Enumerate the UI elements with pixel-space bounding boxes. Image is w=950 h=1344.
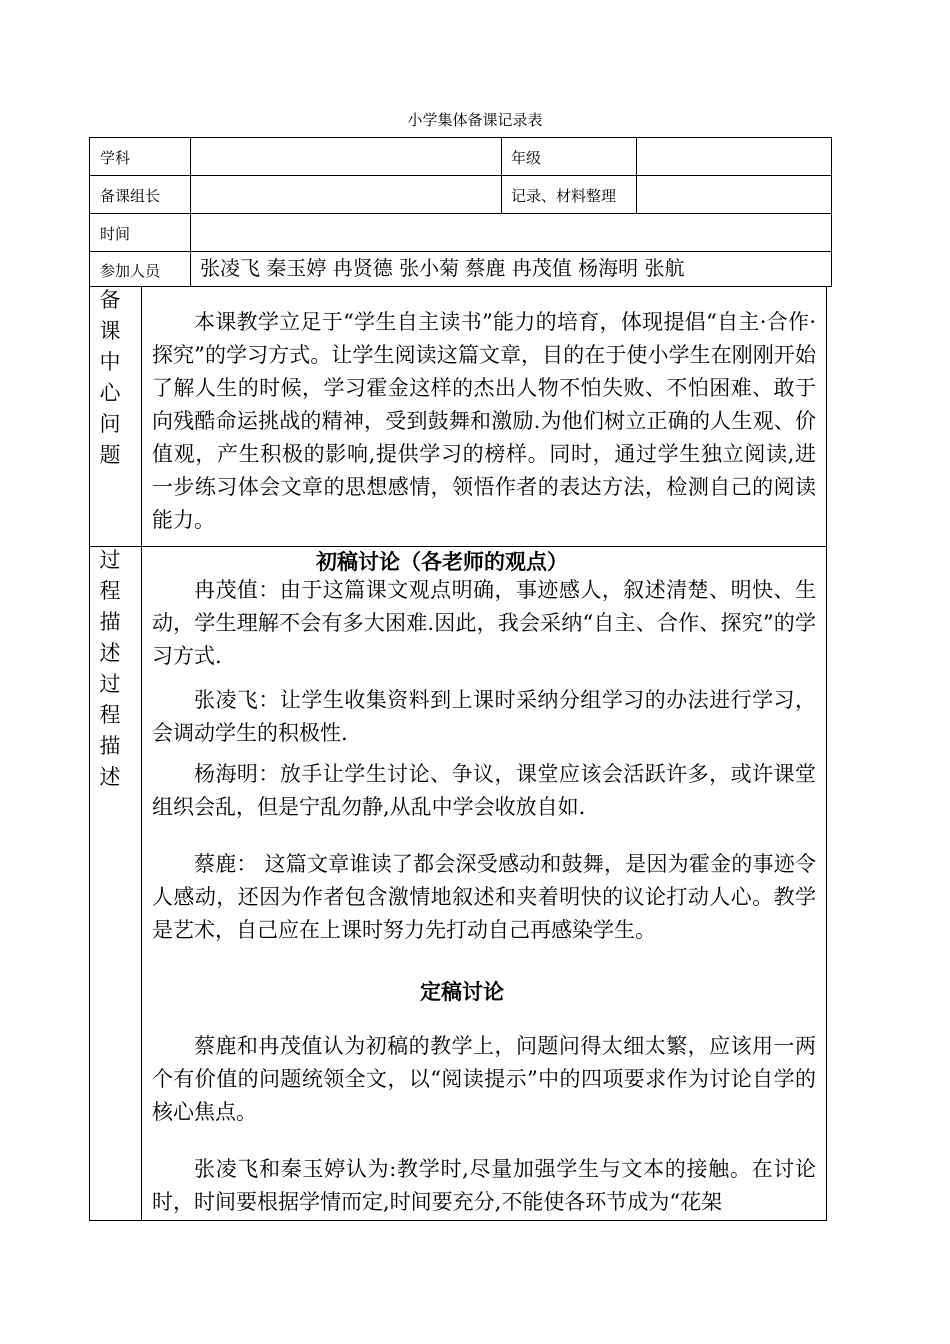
central-issue-text: 本课教学立足于“学生自主读书”能力的培育，体现提倡“自主·合作·探究”的学习方式。让学生阅读这篇文章，目的在于使小学生在刚刚开始了解人生的时候，学习霍金这样的杰出人物不怕失败、不怕困难、敢于向残酷命运挑战的精神，受到鼓舞和激励.为他们树立正确的人生观、价值观，产生积极的影响,提供学习的榜样。同时，通过学生独立阅读,进一步练习体会文章的思想感情，领悟作者的表达方法，检测自己的阅读能力。: [152, 310, 816, 532]
draft-paragraph: 张凌飞：让学生收集资料到上课时采纳分组学习的办法进行学习，会调动学生的积极性.: [152, 688, 816, 745]
central-issue-label: 备 课 中 心 问 题: [99, 288, 121, 467]
draft-paragraph: 杨海明：放手让学生讨论、争议，课堂应该会活跃许多，或许课堂组织会乱，但是宁乱勿静,从乱中学会收放自如.: [152, 762, 816, 819]
col-divider: [636, 137, 637, 213]
draft-paragraph: 蔡鹿： 这篇文章谁读了都会深受感动和鼓舞，是因为霍金的事迹令人感动，还因为作者包含激情地叙述和夹着明快的议论打动人心。教学是艺术，自己应在上课时努力先打动自己再感染学生。: [152, 852, 816, 942]
col-divider: [190, 137, 191, 287]
participants-label: 参加人员: [100, 262, 161, 280]
time-label: 时间: [100, 225, 131, 243]
draft-paragraph: 冉茂值：由于这篇课文观点明确，事迹感人，叙述清楚、明快、生动，学生理解不会有多大困难.因此，我会采纳“自主、合作、探究”的学习方式.: [152, 578, 816, 668]
subject-label: 学科: [100, 149, 131, 167]
col-divider: [141, 287, 142, 1221]
leader-label: 备课组长: [100, 187, 161, 205]
row-divider: [89, 175, 832, 176]
grade-label: 年级: [511, 149, 542, 167]
row-divider: [89, 213, 832, 214]
process-label: 过 程 描 述 过 程 描 述: [99, 548, 121, 789]
col-divider: [501, 137, 502, 213]
final-paragraph: 蔡鹿和冉茂值认为初稿的教学上，问题问得太细太繁，应该用一两个有价值的问题统领全文，以“阅读提示”中的四项要求作为讨论自学的核心焦点。: [152, 1034, 816, 1124]
final-heading: 定稿讨论: [420, 979, 504, 1004]
page-title: 小学集体备课记录表: [407, 111, 543, 129]
final-paragraph: 张凌飞和秦玉婷认为:教学时,尽量加强学生与文本的接触。在讨论时，时间要根据学情而定,时间要充分,不能使各环节成为“花架: [152, 1157, 816, 1214]
participants-value: 张凌飞 秦玉婷 冉贤德 张小菊 蔡鹿 冉茂值 杨海明 张航: [200, 256, 685, 280]
recorder-label: 记录、材料整理: [511, 187, 617, 205]
draft-heading: 初稿讨论（各老师的观点）: [316, 549, 568, 574]
